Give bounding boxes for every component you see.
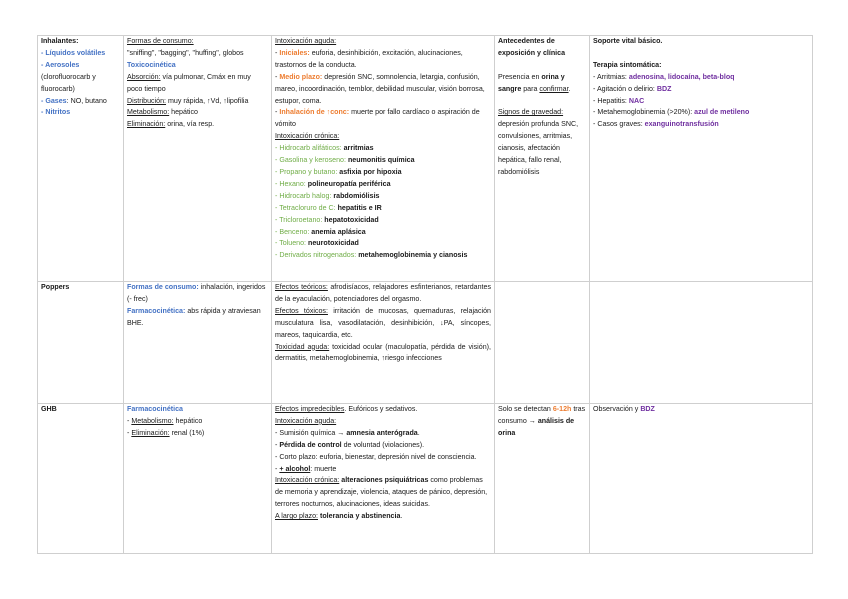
distribucion-value: muy rápida, ↑Vd, ↑lipofilia <box>166 96 249 105</box>
cell-treatment-poppers <box>590 282 813 404</box>
iniciales-dash: - <box>275 48 280 57</box>
antecedentes-title: Antecedentes de exposición y clínica <box>498 37 566 57</box>
formas-heading: Formas de consumo: <box>127 37 194 45</box>
cronica-list <box>275 143 491 262</box>
perdida-control <box>275 440 491 452</box>
intoxicacion-cronica <box>275 475 491 511</box>
formas-label: Formas de consumo: <box>127 283 199 291</box>
terapia-arritmias <box>593 72 809 84</box>
elim-label: Eliminación: <box>131 428 170 437</box>
cronica-item <box>275 203 491 215</box>
a1-label: - Sumisión química → <box>275 428 347 437</box>
absorcion-label: Absorción: <box>127 72 161 81</box>
presencia-d: confirmar <box>539 84 569 93</box>
a2-label: Pérdida de control <box>279 440 342 449</box>
spacer <box>498 96 586 108</box>
teor-label: Efectos teóricos: <box>275 283 328 291</box>
cronica-item-substance: - Derivados nitrogenados: <box>275 251 359 260</box>
largo-plazo <box>275 511 491 523</box>
terapia-agitacion <box>593 84 809 96</box>
cronica-item-substance: - Hidrocarb halog: <box>275 191 334 200</box>
cronica-item-effect: arritmias <box>343 144 374 153</box>
cell-pharmacology-inhalantes <box>124 36 272 282</box>
presencia <box>498 72 586 96</box>
inhalacion-value: muerte por fallo cardíaco o aspiración de vómito <box>275 108 480 129</box>
cell-substance-inhalantes <box>38 36 124 282</box>
inhalacion-conc <box>275 107 491 131</box>
met-label: Metabolismo: <box>131 416 174 425</box>
cronica-item <box>275 143 491 155</box>
cronica-item <box>275 191 491 203</box>
t5-value: exanguinotransfusión <box>644 120 719 129</box>
det-c: tras consumo → <box>498 405 586 425</box>
elim-dash: - <box>127 428 132 437</box>
t4-label: - Metahemoglobinemia (>20%): <box>593 108 695 117</box>
drug-toxicology-table <box>37 35 813 554</box>
tox-label: Efectos tóxicos: <box>275 306 328 315</box>
observacion <box>593 404 809 416</box>
eliminacion-value: orina, vía resp. <box>165 120 215 129</box>
metabolismo-label: Metabolismo: <box>127 108 170 117</box>
cell-toxicity-inhalantes <box>272 36 495 282</box>
type-aerosoles-detail: (clorofluorocarb y fluorocarb) <box>41 72 96 93</box>
presencia-c: para <box>521 84 540 93</box>
cronica-item-effect: polineuropatía periférica <box>307 179 391 188</box>
largo-label: A largo plazo: <box>275 512 318 521</box>
toxicidad-aguda <box>275 342 491 366</box>
terapia-metahemoglobinemia <box>593 107 809 119</box>
substance-title: Inhalantes: <box>41 37 79 45</box>
signos-value: depresión profunda SNC, convulsiones, arritmias, cianosis, afectación hepática, fallo renal, rabdomiólisis <box>498 120 579 176</box>
presencia-b: orina y sangre <box>498 72 565 93</box>
type-liquidos: - Líquidos volátiles <box>41 48 106 57</box>
det-b: 6-12h <box>552 405 572 413</box>
metabolismo <box>127 416 268 428</box>
spacer <box>498 60 586 72</box>
a4-label: + alcohol <box>279 464 311 473</box>
alcohol <box>275 464 491 476</box>
corto-plazo: - Corto plazo: euforia, bienestar, depresión nivel de consciencia. <box>275 452 477 461</box>
t3-label: - Hepatitis: <box>593 96 629 105</box>
cell-pharmacology-ghb <box>124 404 272 554</box>
toxicocinetica-heading: Toxicocinética <box>127 60 176 69</box>
aguda-heading: Intoxicación aguda: <box>275 37 337 45</box>
cell-clinical-poppers <box>495 282 590 404</box>
t1-value: adenosina, lidocaína, beta-bloq <box>628 72 735 81</box>
t4-value: azul de metileno <box>694 108 750 117</box>
t3-value: NAC <box>628 96 645 105</box>
table-row-poppers <box>38 282 813 404</box>
cronica-heading: Intoxicación crónica: <box>275 132 340 141</box>
cell-substance-ghb <box>38 404 124 554</box>
type-aerosoles: - Aerosoles <box>41 60 80 69</box>
cronica-item-substance: - Hidrocarb alifáticos: <box>275 144 344 153</box>
cell-substance-poppers <box>38 282 124 404</box>
presencia-e: . <box>568 84 571 93</box>
cell-clinical-inhalantes <box>495 36 590 282</box>
formas-value: "sniffing", "bagging", "huffing", globos <box>127 48 244 57</box>
agu-value: toxicidad ocular (maculopatía, pérdida de visión), dermatitis, metahemoglobinemia, ↑riesgo infecciones <box>275 342 491 363</box>
eliminacion-label: Eliminación: <box>127 120 166 129</box>
cronica-item <box>275 167 491 179</box>
det-d: análisis de orina <box>498 416 575 437</box>
formas-value: inhalación, ingeridos (- frec) <box>127 283 266 303</box>
inhalacion-dash: - <box>275 108 280 117</box>
cronica-item-effect: hepatotoxicidad <box>324 215 379 224</box>
substance-title: Poppers <box>41 283 70 291</box>
distribucion <box>127 96 268 108</box>
farma-value: abs rápida y atraviesan BHE. <box>127 306 261 327</box>
medio-plazo <box>275 72 491 108</box>
table-row-inhalantes <box>38 36 813 282</box>
inhalacion-label: Inhalación de ↑conc: <box>279 108 350 117</box>
a1-value: amnesia anterógrada <box>346 428 418 437</box>
a2-value: de voluntad (violaciones). <box>341 440 425 449</box>
absorcion-value: vía pulmonar, Cmáx en muy poco tiempo <box>127 72 251 93</box>
eliminacion <box>127 119 268 131</box>
metabolismo-value: hepático <box>169 108 198 117</box>
type-gases-label: - Gases <box>41 96 67 105</box>
teor-value: afrodisíacos, relajadores esfinterianos, retardantes de la eyaculación, potenciadores del orgasmo. <box>275 283 491 303</box>
type-nitritos: - Nitritos <box>41 108 71 117</box>
t2-label: - Agitación o delirio: <box>593 84 657 93</box>
met-dash: - <box>127 416 132 425</box>
cell-pharmacology-poppers <box>124 282 272 404</box>
cronica-item-effect: metahemoglobinemia y cianosis <box>358 251 468 260</box>
metabolismo <box>127 107 268 119</box>
sumision-quimica <box>275 428 491 440</box>
impred-value: . Eufóricos y sedativos. <box>344 405 418 413</box>
cronica-item-effect: neurotoxicidad <box>308 239 359 248</box>
formas <box>127 282 268 306</box>
cronica-item-substance: - Tetracloruro de C: <box>275 203 338 212</box>
met-value: hepático <box>173 416 203 425</box>
t5-label: - Casos graves: <box>593 120 645 129</box>
cronica-item <box>275 215 491 227</box>
cronica-item-effect: asfixia por hipoxia <box>339 167 402 176</box>
medio-dash: - <box>275 72 280 81</box>
largo-value: tolerancia y abstinencia <box>318 512 401 521</box>
cronica-item-effect: neumonitis química <box>347 156 415 165</box>
cronica-item-substance: - Propano y butano: <box>275 167 340 176</box>
t2-value: BDZ <box>656 84 672 93</box>
cronica-item <box>275 227 491 239</box>
cronica-item <box>275 238 491 250</box>
cell-treatment-ghb <box>590 404 813 554</box>
cron-bold: alteraciones psiquiátricas <box>339 476 429 485</box>
spacer <box>593 48 809 60</box>
cronica-item <box>275 179 491 191</box>
a2-dash: - <box>275 440 280 449</box>
farma-heading: Farmacocinética <box>127 405 183 413</box>
tox-value: irritación de mucosas, quemaduras, relajación musculatura lisa, vasodilatación, desinhibición, ↓PA, síncopes, mareos, taquicardia, etc. <box>275 306 491 339</box>
efectos-teoricos <box>275 282 491 306</box>
cronica-item-substance: - Tricloroetano: <box>275 215 325 224</box>
presencia-a: Presencia en <box>498 72 542 81</box>
iniciales <box>275 48 491 72</box>
cronica-item-effect: rabdomiólisis <box>333 191 380 200</box>
type-gases-detail: : NO, butano <box>66 96 107 105</box>
cronica-item <box>275 155 491 167</box>
distribucion-label: Distribución: <box>127 96 167 105</box>
cell-toxicity-ghb <box>272 404 495 554</box>
obs-b: BDZ <box>640 405 655 413</box>
table-row-ghb <box>38 404 813 554</box>
efectos-toxicos <box>275 306 491 342</box>
medio-value: depresión SNC, somnolencia, letargia, confusión, mareo, incoordinación, temblor, debilidad muscular, visión borrosa, estupor, coma. <box>275 72 485 105</box>
agu-label: Toxicidad aguda: <box>275 342 330 351</box>
farma-label: Farmacocinética: <box>127 306 186 315</box>
aguda-heading: Intoxicación aguda: <box>275 416 337 425</box>
deteccion <box>498 404 586 440</box>
farmacocinetica <box>127 306 268 330</box>
cell-toxicity-poppers <box>272 282 495 404</box>
cronica-item-substance: - Hexano: <box>275 179 308 188</box>
a1-end: . <box>417 428 420 437</box>
efectos-impredecibles <box>275 404 491 416</box>
terapia-hepatitis <box>593 96 809 108</box>
iniciales-value: euforia, desinhibición, excitación, alucinaciones, trastornos de la conducta. <box>275 48 463 69</box>
eliminacion <box>127 428 268 440</box>
a4-value: : muerte <box>310 464 337 473</box>
substance-title: GHB <box>41 405 57 413</box>
medio-label: Medio plazo: <box>279 72 323 81</box>
cell-treatment-inhalantes <box>590 36 813 282</box>
elim-value: renal (1%) <box>169 428 205 437</box>
cronica-item-effect: hepatitis e IR <box>337 203 382 212</box>
cronica-item-effect: anemia aplásica <box>311 227 366 236</box>
cronica-item-substance: - Gasolina y keroseno: <box>275 156 348 165</box>
cron-label: Intoxicación crónica: <box>275 476 340 485</box>
terapia-heading: Terapia sintomática: <box>593 60 662 69</box>
cronica-item-substance: - Benceno: <box>275 227 312 236</box>
det-a: Solo se detectan <box>498 405 553 413</box>
signos-heading: Signos de gravedad: <box>498 108 564 117</box>
cronica-item-substance: - Tolueno: <box>275 239 308 248</box>
soporte-vital: Soporte vital básico. <box>593 37 663 45</box>
terapia-casos-graves <box>593 119 809 131</box>
impred-label: Efectos impredecibles <box>275 405 345 413</box>
largo-end: . <box>400 512 403 521</box>
absorcion <box>127 72 268 96</box>
cronica-item <box>275 250 491 262</box>
iniciales-label: Iniciales: <box>279 48 310 57</box>
type-gases <box>41 96 120 108</box>
cell-clinical-ghb <box>495 404 590 554</box>
t1-label: - Arritmias: <box>593 72 629 81</box>
obs-a: Observación y <box>593 405 641 413</box>
a4-dash: - <box>275 464 280 473</box>
cron-value: como problemas de memoria y aprendizaje, violencia, ataques de pánico, depresión, terrores nocturnos, alucinaciones, ideas suicidas. <box>275 476 488 509</box>
